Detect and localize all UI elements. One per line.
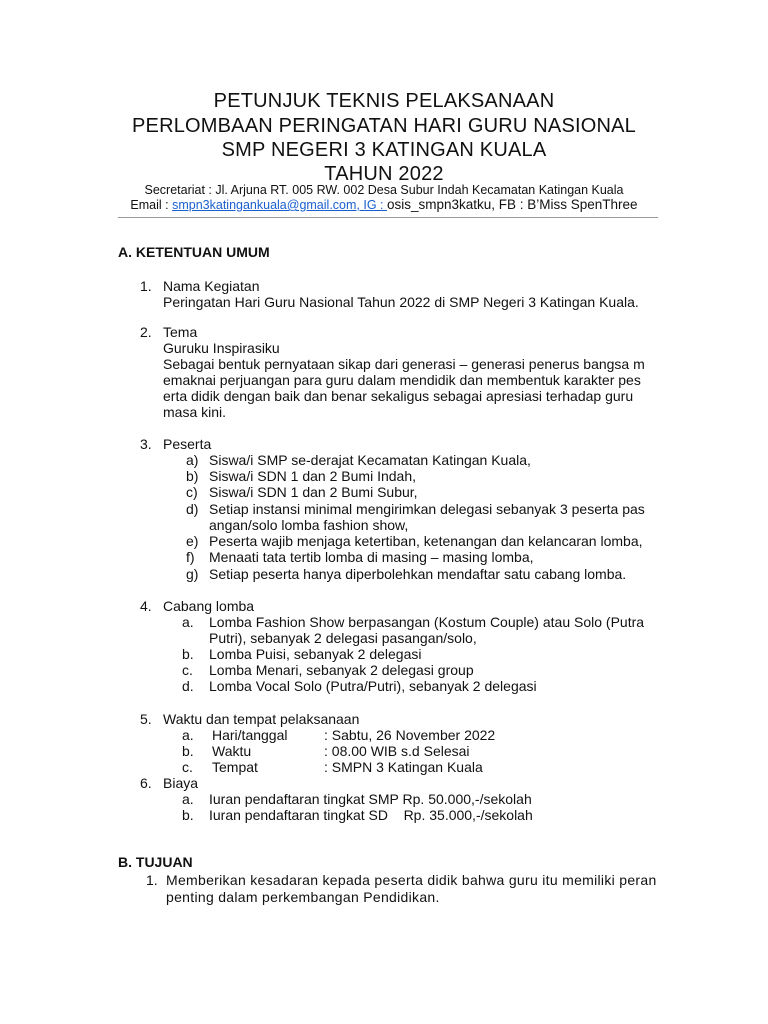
list-marker: c) <box>186 484 198 500</box>
list-item: Menaati tata tertib lomba di masing – masing lomba, <box>209 549 534 565</box>
item-number: 3. <box>140 436 152 452</box>
objective-line: penting dalam perkembangan Pendidikan. <box>166 889 440 905</box>
section-b-heading: B. TUJUAN <box>118 854 193 870</box>
list-marker: d) <box>186 501 199 517</box>
list-item: Peserta wajib menjaga ketertiban, ketenangan dan kelancaran lomba, <box>209 533 643 549</box>
social-handles: osis_smpn3katku, FB : B’Miss SpenThree <box>386 197 638 212</box>
schedule-key: Waktu <box>212 743 252 759</box>
list-marker: c. <box>182 759 193 775</box>
section-a-heading: A. KETENTUAN UMUM <box>118 244 270 260</box>
list-marker: a. <box>182 791 194 807</box>
list-item-continuation: Putri), sebanyak 2 delegasi pasangan/solo, <box>209 630 477 646</box>
list-item: Lomba Vocal Solo (Putra/Putri), sebanyak 2 delegasi <box>209 678 537 694</box>
list-marker: b) <box>186 468 199 484</box>
secretariat-address: Secretariat : Jl. Arjuna RT. 005 RW. 002 Desa Subur Indah Kecamatan Katingan Kuala <box>144 183 624 197</box>
list-marker: d. <box>182 678 194 694</box>
list-item: Siswa/i SMP se-derajat Kecamatan Katingan Kuala, <box>209 452 531 468</box>
theme-description-line: erta didik dengan baik dan benar sekaligus sebagai apresiasi terhadap guru <box>163 388 634 404</box>
document-title-line-4: TAHUN 2022 <box>324 163 444 185</box>
theme-name: Guruku Inspirasiku <box>163 340 280 356</box>
header-divider <box>118 217 658 218</box>
list-marker: b. <box>182 743 194 759</box>
item-number: 1. <box>146 872 158 888</box>
item-number: 6. <box>140 775 152 791</box>
item-label: Biaya <box>163 775 199 791</box>
item-number: 2. <box>140 324 152 340</box>
list-marker: b. <box>182 646 194 662</box>
schedule-value: : SMPN 3 Katingan Kuala <box>324 759 483 775</box>
contact-line <box>0 197 768 213</box>
list-item: Lomba Menari, sebanyak 2 delegasi group <box>209 662 474 678</box>
email-label: Email : <box>130 198 173 212</box>
document-title-line-3: SMP NEGERI 3 KATINGAN KUALA <box>221 139 547 161</box>
list-item: Lomba Puisi, sebanyak 2 delegasi <box>209 646 422 662</box>
list-item: Setiap peserta hanya diperbolehkan mendaftar satu cabang lomba. <box>209 566 627 582</box>
theme-description-line: Sebagai bentuk pernyataan sikap dari generasi – generasi penerus bangsa m <box>163 356 645 372</box>
item-label: Waktu dan tempat pelaksanaan <box>163 711 360 727</box>
document-title-line-2: PERLOMBAAN PERINGATAN HARI GURU NASIONAL <box>131 115 636 137</box>
list-marker: c. <box>182 662 193 678</box>
item-label: Cabang lomba <box>163 598 255 614</box>
item-number: 4. <box>140 598 152 614</box>
list-item: Setiap instansi minimal mengirimkan delegasi sebanyak 3 peserta pas <box>209 501 645 517</box>
schedule-value: : 08.00 WIB s.d Selesai <box>324 743 470 759</box>
list-item: Lomba Fashion Show berpasangan (Kostum Couple) atau Solo (Putra <box>209 614 645 630</box>
item-number: 1. <box>140 278 152 294</box>
list-marker: f) <box>186 549 195 565</box>
item-number: 5. <box>140 711 152 727</box>
schedule-key: Tempat <box>212 759 258 775</box>
document-title-line-1: PETUNJUK TEKNIS PELAKSANAAN <box>213 90 555 112</box>
schedule-value: : Sabtu, 26 November 2022 <box>324 727 496 743</box>
list-marker: a) <box>186 452 199 468</box>
theme-description-line: emaknai perjuangan para guru dalam mendidik dan membentuk karakter pes <box>163 372 641 388</box>
schedule-key: Hari/tanggal <box>212 727 288 743</box>
item-text: Peringatan Hari Guru Nasional Tahun 2022 di SMP Negeri 3 Katingan Kuala. <box>163 294 639 310</box>
list-marker: a. <box>182 727 194 743</box>
list-item-continuation: angan/solo lomba fashion show, <box>209 517 409 533</box>
theme-description-line: masa kini. <box>163 404 227 420</box>
list-item: Iuran pendaftaran tingkat SMP Rp. 50.000,-/sekolah <box>209 791 532 807</box>
list-item: Iuran pendaftaran tingkat SD Rp. 35.000,-/sekolah <box>209 807 533 823</box>
item-label: Tema <box>163 324 198 340</box>
list-marker: a. <box>182 614 194 630</box>
list-item: Siswa/i SDN 1 dan 2 Bumi Indah, <box>209 468 416 484</box>
email-link[interactable]: smpn3katingankuala@gmail.com, IG : <box>172 198 387 212</box>
list-marker: b. <box>182 807 194 823</box>
item-label: Peserta <box>163 436 212 452</box>
list-item: Siswa/i SDN 1 dan 2 Bumi Subur, <box>209 484 418 500</box>
objective-line: Memberikan kesadaran kepada peserta didik bahwa guru itu memiliki peran <box>166 872 657 888</box>
item-label: Nama Kegiatan <box>163 278 260 294</box>
list-marker: e) <box>186 533 199 549</box>
list-marker: g) <box>186 566 199 582</box>
